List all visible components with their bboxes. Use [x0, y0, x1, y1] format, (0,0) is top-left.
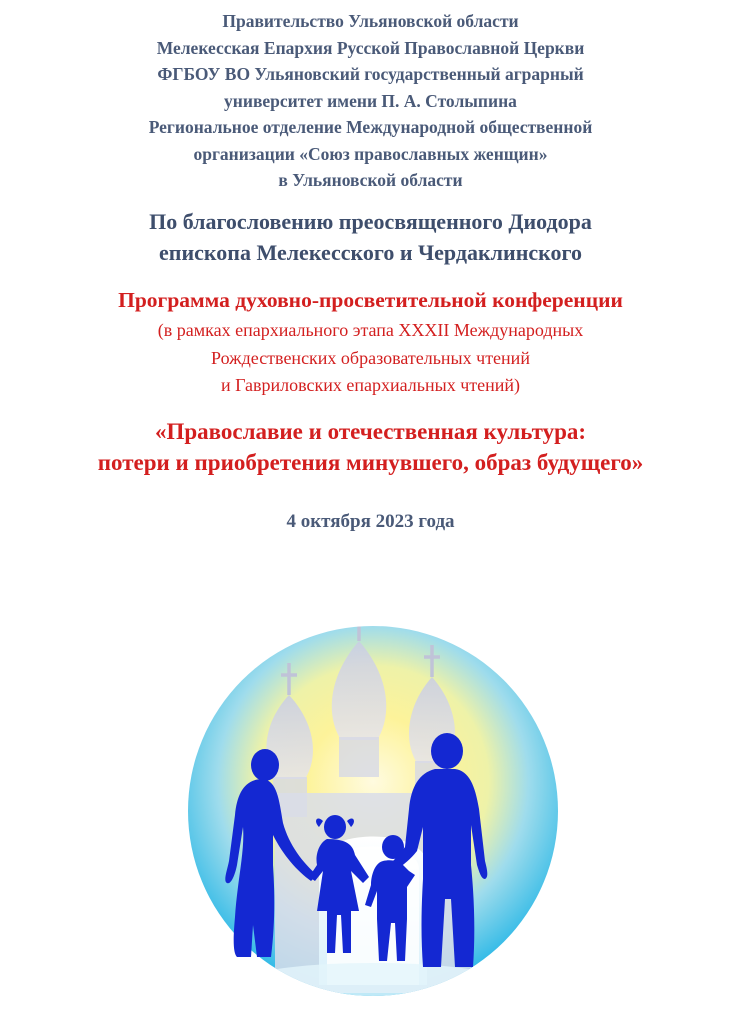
organizer-line: ФГБОУ ВО Ульяновский государственный аграрный: [157, 64, 584, 84]
organizer-line: Мелекесская Епархия Русской Православной Церкви: [156, 37, 585, 58]
organizer-line: в Ульяновской области: [278, 170, 463, 190]
theme-line: потери и приобретения минувшего, образ будущего»: [97, 449, 644, 475]
church-family-emblem-icon: [179, 565, 569, 1015]
blessing-line: По благословению преосвященного Диодора: [149, 209, 592, 234]
program-subtitle-line: и Гавриловских епархиальных чтений): [220, 375, 521, 395]
blessing-line: епископа Мелекесского и Чердаклинского: [159, 240, 582, 265]
conference-theme: [0, 417, 741, 478]
organizer-line: университет имени П. А. Столыпина: [224, 90, 517, 111]
program-title: Программа духовно-просветительной конференции: [118, 288, 623, 312]
theme-line: «Православие и отечественная культура:: [154, 419, 587, 444]
program-subtitle-line: (в рамках епархиального этапа XXXII Международных: [157, 320, 584, 340]
conference-date: 4 октября 2023 года: [286, 511, 455, 532]
program-subtitle-line: Рождественских образовательных чтений: [211, 347, 530, 368]
organizer-line: Правительство Ульяновской области: [222, 11, 519, 31]
organizers-block: [0, 8, 741, 194]
organizer-line: организации «Союз православных женщин»: [193, 143, 548, 164]
blessing-block: [0, 206, 741, 268]
program-subtitle: [0, 317, 741, 400]
organizer-line: Региональное отделение Международной общественной: [148, 117, 593, 137]
